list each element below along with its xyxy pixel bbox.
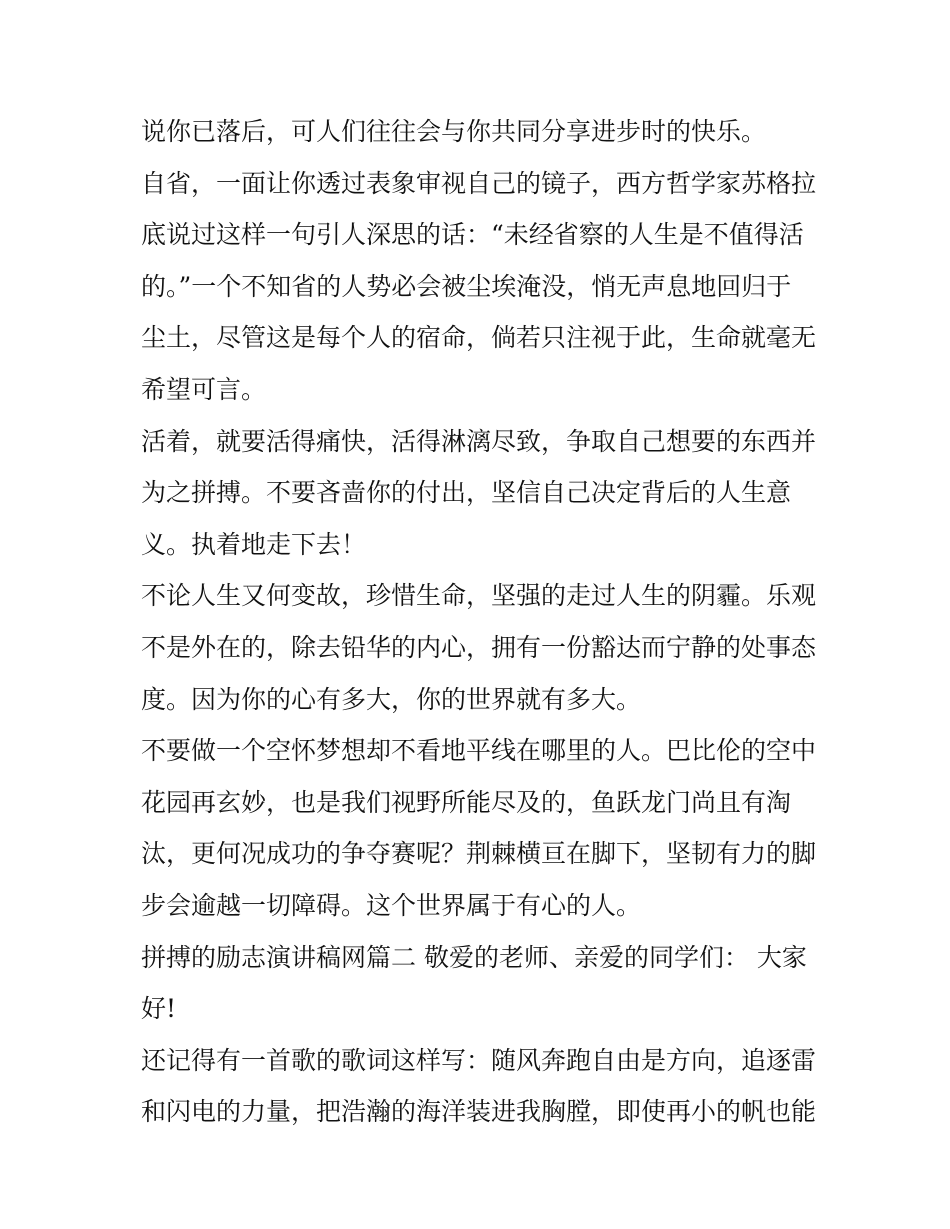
text-line: 为之拼搏。不要吝啬你的付出，坚信自己决定背后的人生意 (141, 478, 792, 508)
document-body (141, 106, 817, 1138)
text-line: 自省，一面让你透过表象审视自己的镜子，西方哲学家苏格拉 (141, 168, 817, 198)
text-line: 希望可言。 (141, 374, 267, 404)
text-line: 义。执着地走下去！ (141, 529, 367, 559)
text-line: 拼搏的励志演讲稿网篇二 敬爱的老师、亲爱的同学们： 大家 (141, 942, 807, 972)
text-line: 尘土，尽管这是每个人的宿命，倘若只注视于此，生命就毫无 (141, 323, 817, 353)
text-line: 花园再玄妙，也是我们视野所能尽及的，鱼跃龙门尚且有淘 (141, 787, 792, 817)
text-line: 度。因为你的心有多大，你的世界就有多大。 (141, 684, 642, 714)
text-line: 和闪电的力量，把浩瀚的海洋装进我胸膛，即使再小的帆也能 (141, 1097, 817, 1127)
text-line: 说你已落后，可人们往往会与你共同分享进步时的快乐。 (141, 117, 767, 146)
text-line: 不要做一个空怀梦想却不看地平线在哪里的人。巴比伦的空中 (141, 736, 817, 766)
text-line: 不是外在的，除去铅华的内心，拥有一份豁达而宁静的处事态 (141, 632, 817, 662)
text-line: 底说过这样一句引人深思的话：“未经省察的人生是不值得活 (141, 220, 804, 250)
text-line: 汰，更何况成功的争夺赛呢？荆棘横亘在脚下，坚韧有力的脚 (141, 839, 817, 869)
text-line: 不论人生又何变故，珍惜生命，坚强的走过人生的阴霾。乐观 (141, 581, 817, 611)
text-line: 好! (141, 994, 177, 1024)
text-line: 还记得有一首歌的歌词这样写：随风奔跑自由是方向，追逐雷 (141, 1045, 817, 1075)
text-line: 的。”一个不知省的人势必会被尘埃淹没，悄无声息地回归于 (141, 271, 792, 301)
text-line: 活着，就要活得痛快，活得淋漓尽致，争取自己想要的东西并 (141, 426, 817, 456)
text-line: 步会逾越一切障碍。这个世界属于有心的人。 (141, 890, 642, 920)
